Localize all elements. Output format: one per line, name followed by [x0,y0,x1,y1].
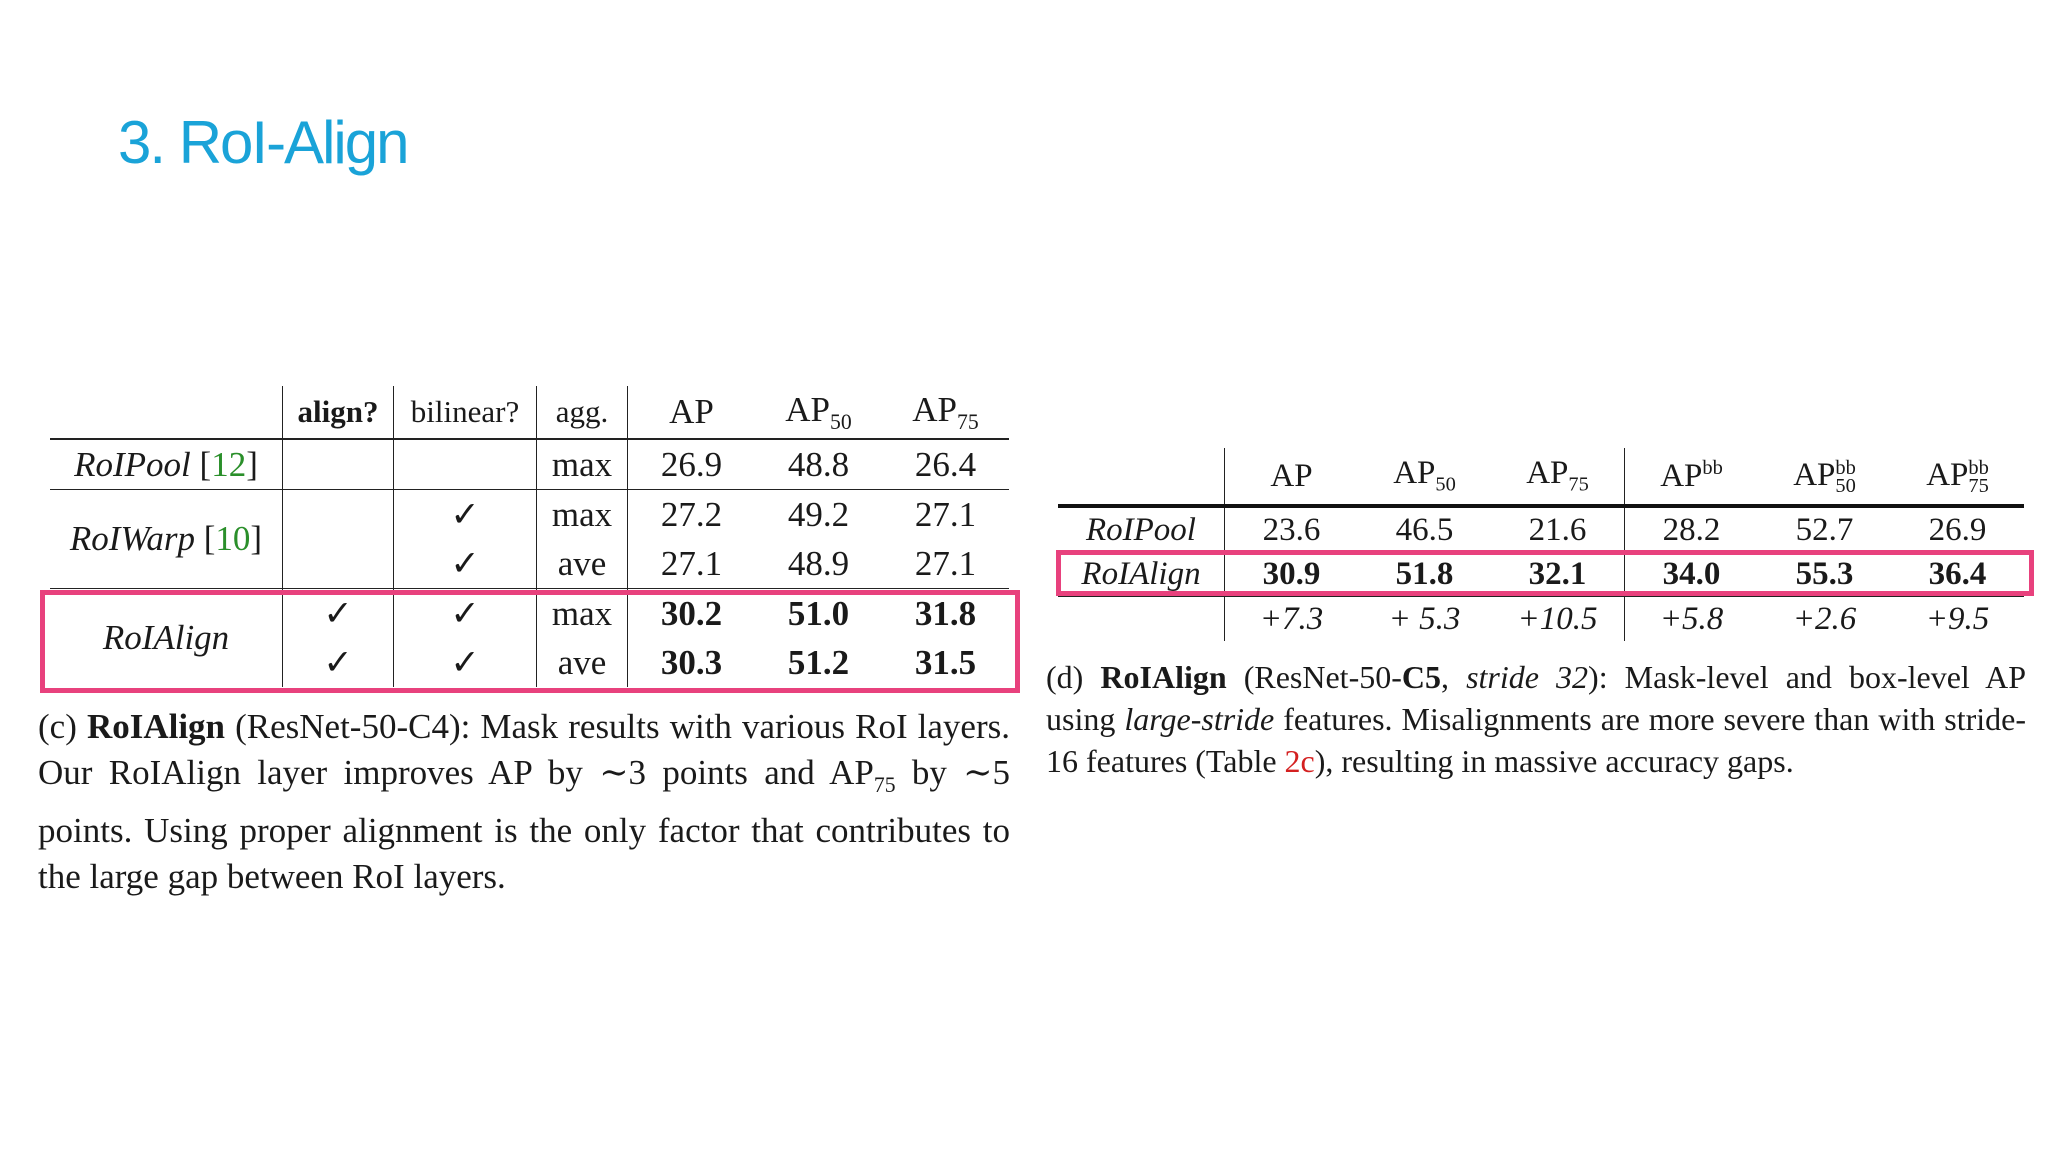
align-cell [283,490,394,540]
bilinear-cell: ✓ [394,539,537,589]
agg-cell: ave [537,638,628,687]
header-apbb50: AP bb 50 [1758,448,1891,506]
ap75-cell: 21.6 [1528,511,1587,548]
align-cell [283,539,394,589]
table-header-row [50,386,1009,439]
ap50-cell: 49.2 [755,490,882,540]
bilinear-cell [394,439,537,490]
apbb75-cell: +9.5 [1891,597,2024,642]
apbb75-cell: 36.4 [1928,555,1987,592]
table-row [1058,597,2024,642]
align-cell: ✓ [283,589,394,639]
ap75-cell: 27.1 [882,490,1009,540]
method-cell: RoIWarp [10] [50,490,283,589]
ap50-cell: 51.2 [787,642,850,682]
ap-cell: 30.2 [628,589,756,639]
ap50-cell: 51.8 [1395,555,1454,592]
header-agg: agg. [537,386,628,439]
apbb50-cell: +2.6 [1758,597,1891,642]
table-header-row [1058,448,2024,506]
ap-cell: 30.3 [628,638,756,687]
ap-cell: 30.9 [1225,552,1359,597]
table-row [50,439,1009,490]
ap-cell: 23.6 [1225,506,1359,552]
method-cell: RoIPool [1086,511,1196,548]
apbb-cell: +5.8 [1625,597,1759,642]
header-ap50: $AP_{50}$ [1358,448,1491,506]
ap-cell: 26.9 [628,439,756,490]
method-cell: RoIAlign [1081,555,1201,592]
agg-cell: max [537,439,628,490]
apbb75-cell: 26.9 [1928,511,1987,548]
bilinear-cell: ✓ [394,589,537,639]
apbb50-cell: 52.7 [1795,511,1854,548]
header-ap50: $AP_{50}$ [755,386,882,439]
bilinear-cell: ✓ [394,638,537,687]
header-bilinear: bilinear? [394,386,537,439]
agg-cell: max [537,490,628,540]
header-apbb: $AP^{bb}$ [1625,448,1759,506]
ap50-cell: 48.8 [787,444,850,484]
ap-cell: 27.2 [628,490,756,540]
caption-c: (c) RoIAlign (ResNet-50-C4): Mask results with various RoI layers. Our RoIAlign layer improves AP by ∼3 points and $AP_{75}$ by ∼5 points. Using proper alignment is the only factor that contributes to the large gap between RoI layers. [38,707,1010,896]
table-row [50,490,1009,540]
apbb-cell: 34.0 [1625,552,1759,597]
method-cell [1058,597,1225,642]
highlight-box-d [1056,550,2034,596]
method-cell: RoIPool [12] [74,444,258,484]
header-ap: AP [1225,448,1359,506]
highlight-box-c [40,590,1020,693]
table-d [1058,448,2024,641]
agg-cell: ave [537,539,628,589]
ap50-cell: + 5.3 [1358,597,1491,642]
header-apbb75: AP bb 75 [1891,448,2024,506]
apbb50-cell: 55.3 [1795,555,1854,592]
align-cell: ✓ [283,638,394,687]
slide-title: 3. RoI-Align [118,109,408,176]
ap-cell: 27.1 [628,539,756,589]
ap50-cell: 48.9 [787,543,850,583]
ap-cell: +7.3 [1225,597,1359,642]
apbb-cell: 28.2 [1625,506,1759,552]
ap75-cell: 31.8 [882,589,1009,639]
bilinear-cell: ✓ [394,490,537,540]
align-cell [283,439,394,490]
ap75-cell: 32.1 [1528,555,1587,592]
method-cell: RoIAlign [50,589,283,688]
ap75-cell: 26.4 [914,444,977,484]
header-ap: AP [628,386,756,439]
header-ap75: $AP_{75}$ [1491,448,1625,506]
caption-d: (d) RoIAlign (ResNet-50-C5, stride 32): Mask-level and box-level AP using large-stride features. Misalignments are more severe than with stride-16 features (Table 2c), resulting in massive accuracy gaps. [1046,659,2027,779]
header-align: align? [283,386,394,439]
header-ap75: $AP_{75}$ [882,386,1009,439]
ap50-cell: 51.0 [755,589,882,639]
ap75-cell: 31.5 [914,642,977,682]
table-row [1058,506,2024,552]
agg-cell: max [537,589,628,639]
ap75-cell: 27.1 [914,543,977,583]
ap75-cell: +10.5 [1491,597,1625,642]
ap50-cell: 46.5 [1395,511,1454,548]
